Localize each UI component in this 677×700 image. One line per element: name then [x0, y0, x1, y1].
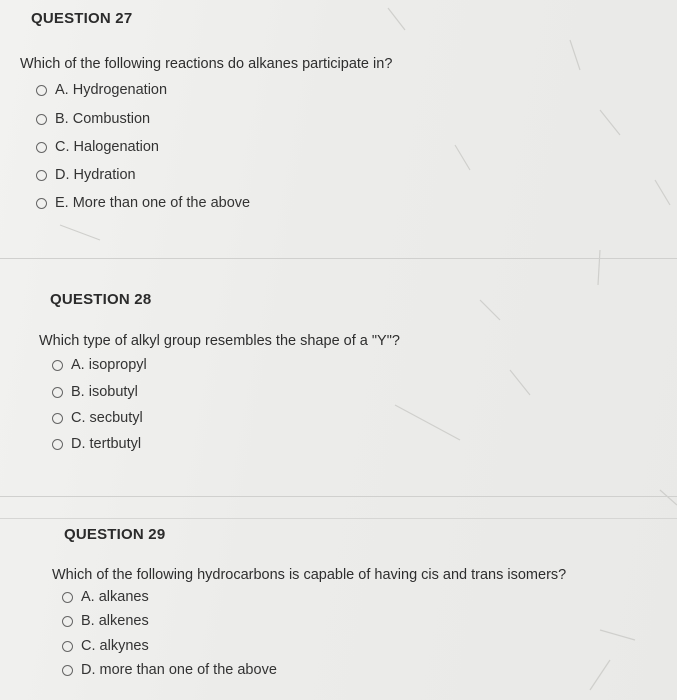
radio-button[interactable] [52, 387, 63, 398]
question-title: QUESTION 27 [31, 10, 133, 27]
option-e[interactable] [36, 195, 250, 211]
option-a[interactable] [62, 589, 149, 605]
option-b[interactable] [52, 384, 138, 400]
radio-button[interactable] [52, 413, 63, 424]
option-label: A. alkanes [81, 589, 149, 605]
question-text: Which of the following reactions do alkanes participate in? [20, 56, 393, 72]
option-b[interactable] [62, 613, 149, 629]
option-c[interactable] [36, 139, 159, 155]
radio-button[interactable] [62, 592, 73, 603]
option-label: A. isopropyl [71, 357, 147, 373]
option-label: B. alkenes [81, 613, 149, 629]
radio-button[interactable] [52, 439, 63, 450]
option-b[interactable] [36, 111, 150, 127]
radio-button[interactable] [36, 170, 47, 181]
option-label: B. Combustion [55, 111, 151, 127]
option-label: C. secbutyl [71, 410, 143, 426]
option-label: C. Halogenation [55, 139, 159, 155]
radio-button[interactable] [62, 665, 73, 676]
question-text: Which type of alkyl group resembles the shape of a "Y"? [39, 333, 400, 349]
option-c[interactable] [62, 638, 149, 654]
radio-button[interactable] [36, 85, 47, 96]
radio-button[interactable] [36, 114, 47, 125]
option-d[interactable] [36, 167, 136, 183]
radio-button[interactable] [52, 360, 63, 371]
radio-button[interactable] [62, 616, 73, 627]
option-d[interactable] [52, 436, 141, 452]
option-label: A. Hydrogenation [55, 82, 168, 98]
option-label: D. Hydration [55, 167, 136, 183]
option-c[interactable] [52, 410, 143, 426]
option-label: C. alkynes [81, 638, 149, 654]
radio-button[interactable] [36, 142, 47, 153]
option-label: D. tertbutyl [71, 436, 142, 452]
option-label: E. More than one of the above [55, 195, 251, 211]
option-a[interactable] [36, 82, 167, 98]
section-divider [0, 496, 677, 497]
option-label: D. more than one of the above [81, 662, 277, 678]
question-text: Which of the following hydrocarbons is capable of having cis and trans isomers? [52, 567, 567, 583]
option-a[interactable] [52, 357, 147, 373]
section-divider [0, 258, 677, 259]
question-title: QUESTION 29 [64, 526, 166, 543]
question-title: QUESTION 28 [50, 291, 152, 308]
option-d[interactable] [62, 662, 277, 678]
radio-button[interactable] [62, 641, 73, 652]
radio-button[interactable] [36, 198, 47, 209]
option-label: B. isobutyl [71, 384, 138, 400]
section-divider [0, 518, 677, 519]
